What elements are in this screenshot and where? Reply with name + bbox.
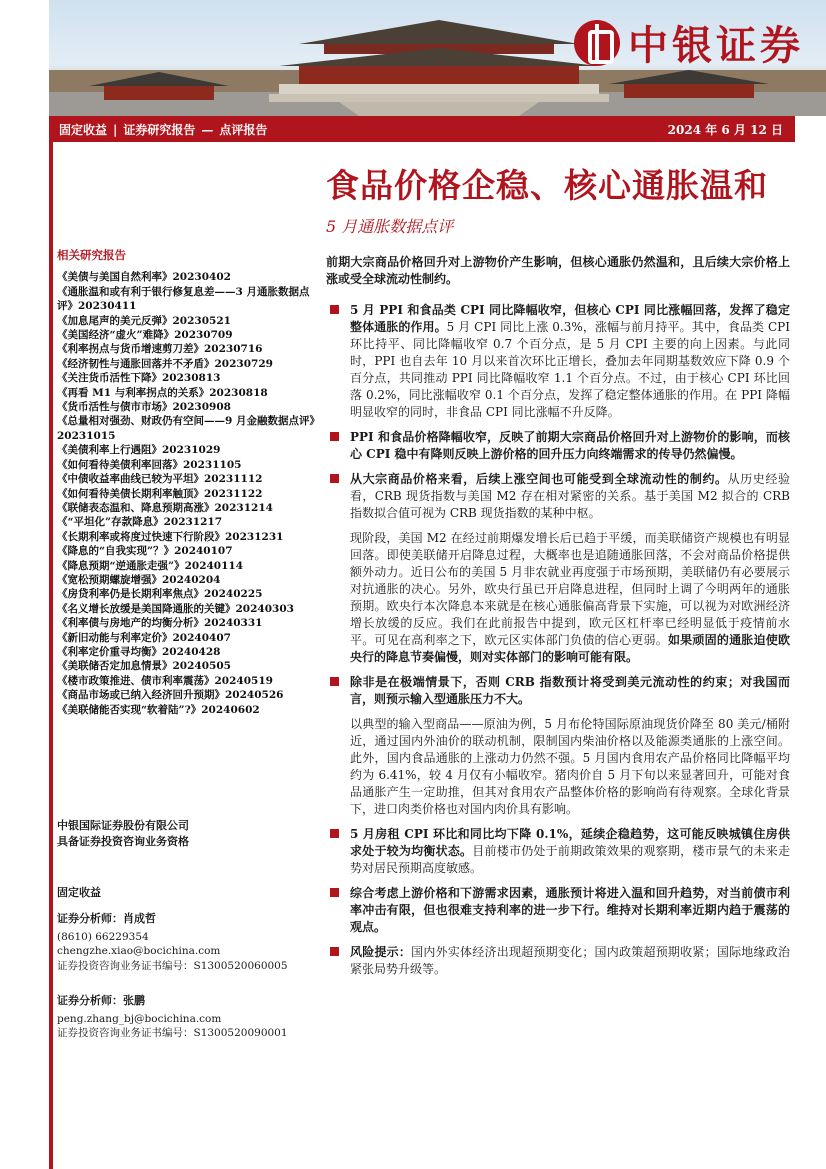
analyst-email[interactable]: chengzhe.xiao@bocichina.com bbox=[57, 945, 221, 957]
related-report-link[interactable]: 《房贷利率仍是长期利率焦点》20240225 bbox=[57, 588, 263, 601]
paragraph-highlight: 5 月房租 CPI 环比和同比均下降 0.1%，延续企稳趋势，这可能反映城镇住房供求处于较为均衡状态。 bbox=[350, 827, 790, 858]
company-qualification: 具备证券投资咨询业务资格 bbox=[57, 835, 189, 848]
related-report-link[interactable]: 《联储表态温和、降息预期高涨》20231214 bbox=[57, 501, 273, 514]
related-report-link[interactable]: 《如何看待美债长期利率触顶》20231122 bbox=[57, 487, 263, 500]
related-report-link[interactable]: 《经济韧性与通胀回落并不矛盾》20230729 bbox=[57, 357, 273, 370]
report-body bbox=[326, 254, 790, 986]
body-paragraph bbox=[326, 530, 790, 666]
related-report-link[interactable]: 《美债利率上行遇阻》20231029 bbox=[57, 444, 221, 457]
page-subtitle: 5 月通胀数据点评 bbox=[326, 217, 454, 236]
square-bullet-icon bbox=[330, 677, 339, 686]
category-label: 固定收益 bbox=[59, 122, 108, 137]
related-report-link[interactable]: 《利率拐点与货币增速剪刀差》20230716 bbox=[57, 343, 263, 356]
brand-name: 中银证券 bbox=[628, 23, 804, 69]
left-accent-stripe bbox=[49, 116, 53, 1169]
bullet-paragraph bbox=[326, 885, 790, 936]
boc-logo-icon bbox=[574, 20, 620, 66]
category-breadcrumb bbox=[59, 121, 267, 138]
related-report-link[interactable]: 《“平坦化”存款降息》20231217 bbox=[57, 516, 223, 529]
related-reports-heading: 相关研究报告 bbox=[57, 248, 126, 262]
square-bullet-icon bbox=[330, 829, 339, 838]
related-report-link[interactable]: 《名义增长放缓是美国降通胀的关键》20240303 bbox=[57, 602, 294, 615]
paragraph-highlight: 5 月 PPI 和食品类 CPI 同比降幅收窄，但核心 CPI 同比涨幅回落，发挥了稳定整体通胀的作用。 bbox=[350, 303, 790, 334]
related-report-link[interactable]: 《加息尾声的美元反弹》20230521 bbox=[57, 314, 231, 327]
report-subtype: 点评报告 bbox=[219, 122, 268, 137]
report-date: 2024 年 6 月 12 日 bbox=[667, 122, 783, 137]
paragraph-text: 从历史经验看，CRB 现货指数与美国 M2 存在相对紧密的关系。基于美国 M2 拟合的 CRB 指数拟合值可视为 CRB 现货指数的某种中枢。 bbox=[350, 472, 790, 520]
related-report-link[interactable]: 《利率债与房地产的均衡分析》20240331 bbox=[57, 617, 263, 630]
company-info bbox=[57, 818, 315, 850]
bullet-paragraph bbox=[326, 826, 790, 877]
header-banner bbox=[49, 0, 826, 116]
analyst-title: 证券分析师：肖成哲 bbox=[57, 912, 156, 925]
related-report-link[interactable]: 《关注货币活性下降》20230813 bbox=[57, 372, 221, 385]
category-bar bbox=[49, 116, 795, 142]
related-report-link[interactable]: 《总量相对强劲、财政仍有空间——9 月金融数据点评》20231015 bbox=[57, 415, 315, 442]
analyst-card bbox=[57, 912, 315, 973]
paragraph-highlight: PPI 和食品价格降幅收窄，反映了前期大宗商品价格回升对上游物价的影响，而核心 CPI 稳中有降则反映上游价格的回升压力向终端需求的传导仍然偏慢。 bbox=[350, 430, 790, 461]
square-bullet-icon bbox=[330, 888, 339, 897]
paragraph-highlight: 综合考虑上游价格和下游需求因素，通胀预计将进入温和回升趋势，对当前债市利率冲击有限，但也很难支持利率的进一步下行。维持对长期利率近期内趋于震荡的观点。 bbox=[350, 886, 790, 934]
related-report-link[interactable]: 《新旧动能与利率定价》20240407 bbox=[57, 631, 231, 644]
bullet-paragraph bbox=[326, 471, 790, 522]
analyst-card bbox=[57, 994, 315, 1041]
paragraph-text: 5 月 CPI 同比上涨 0.3%，涨幅与前月持平。其中，食品类 CPI 环比持平、同比降幅收窄 0.7 个百分点，是 5 月 CPI 主要的向上因素。与此同时，PPI 也自去年 10 月以来首次环比正增长，叠加去年同期基数效应下降 0.9 个百分点，共同推动 PPI 同比降幅收窄 1.1 个百分点。不过，由于核心 CPI 环比回落 0.2%，同比涨幅收窄 0.1 个百分点，发挥了稳定整体通胀的作用。在 PPI 降幅明显收窄的同时，非食品 CPI 同比涨幅不升反降。 bbox=[350, 320, 790, 419]
paragraph-highlight: 风险提示： bbox=[350, 945, 412, 959]
square-bullet-icon bbox=[330, 947, 339, 956]
related-report-link[interactable]: 《通胀温和或有利于银行修复息差——3 月通胀数据点评》20230411 bbox=[57, 285, 310, 313]
related-report-link[interactable]: 《再看 M1 与利率拐点的关系》20230818 bbox=[57, 386, 268, 399]
related-report-link[interactable]: 《美联储能否实现“软着陆”?》20240602 bbox=[57, 703, 260, 716]
related-report-link[interactable]: 《宽松预期螺旋增强》20240204 bbox=[57, 573, 221, 586]
related-report-link[interactable]: 《商品市场或已纳入经济回升预期》20240526 bbox=[57, 689, 284, 702]
sector-label: 固定收益 bbox=[57, 886, 101, 899]
brand-logo bbox=[574, 14, 804, 71]
report-type: 证券研究报告 bbox=[123, 122, 196, 137]
paragraph-highlight: 从大宗商品价格来看，后续上涨空间也可能受到全球流动性的制约。 bbox=[350, 472, 728, 486]
square-bullet-icon bbox=[330, 305, 339, 314]
bullet-paragraph bbox=[326, 674, 790, 708]
bullet-paragraph bbox=[326, 302, 790, 421]
related-report-link[interactable]: 《如何看待美债利率回落》20231105 bbox=[57, 458, 242, 471]
paragraph-text: 以典型的输入型商品——原油为例，5 月布伦特国际原油现货价降至 80 美元/桶附近，通过国内外油价的联动机制，限制国内柴油价格以及能源类通胀的上涨空间。此外，国内食品通胀的上涨动力仍然不强。5 月国内食用农产品价格同比降幅平均约为 6.41%，较 4 月仅有小幅收窄。猪肉价自 5 月下旬以来显著回升，可能对食品通胀产生一定助推，但其对食用农产品整体价格的影响尚有待观察。全球化背景下，进口肉类价格也对国内肉价具有影响。 bbox=[350, 717, 790, 816]
bullet-paragraph bbox=[326, 944, 790, 978]
analyst-phone: (8610) 66229354 bbox=[57, 930, 149, 943]
related-report-link[interactable]: 《美国经济“虚火”难降》20230709 bbox=[57, 329, 233, 342]
paragraph-conclusion: 如果顽固的通胀迫使欧央行的降息节奏偏慢，则对实体部门的影响可能有限。 bbox=[350, 633, 790, 664]
related-report-link[interactable]: 《美债与美国自然利率》20230402 bbox=[57, 271, 231, 284]
paragraph-text: 现阶段，美国 M2 在经过前期爆发增长后已趋于平缓，而美联储资产规模也有明显回落。即使美联储开启降息过程，大概率也是追随通胀回落，不会对商品价格提供额外动力。近日公布的美国 5 月非农就业再度强于市场预期，美联储仍有必要展示对抗通胀的决心。另外，欧央行虽已开启降息进程，但同时上调了今明两年的通胀预期。欧央行本次降息本来就是在核心通胀偏高背景下实施，可以视为对欧洲经济增长放缓的反应。我们在此前报告中提到，欧元区杠杆率已经明显低于疫情前水平。可见在高利率之下，欧元区实体部门负债的信心更弱。 bbox=[350, 531, 790, 647]
related-report-link[interactable]: 《货币活性与债市市场》20230908 bbox=[57, 401, 231, 414]
paragraph-text: 国内外实体经济出现超预期变化；国内政策超预期收紧；国际地缘政治紧张局势升级等。 bbox=[350, 945, 790, 976]
related-report-link[interactable]: 《美联储否定加息情景》20240505 bbox=[57, 660, 231, 673]
separator: | bbox=[113, 122, 118, 137]
bullet-paragraph bbox=[326, 429, 790, 463]
related-report-link[interactable]: 《利率定价重寻均衡》20240428 bbox=[57, 645, 221, 658]
related-report-link[interactable]: 《降息预期“逆通胀走强”》20240114 bbox=[57, 559, 244, 572]
related-report-link[interactable]: 《降息的“自我实现”？》20240107 bbox=[57, 545, 233, 558]
square-bullet-icon bbox=[330, 474, 339, 483]
analyst-title: 证券分析师：张鹏 bbox=[57, 994, 145, 1007]
analyst-cert: 证券投资咨询业务证书编号：S1300520090001 bbox=[57, 1027, 288, 1039]
related-report-link[interactable]: 《中债收益率曲线已较为平坦》20231112 bbox=[57, 473, 263, 486]
analyst-email[interactable]: peng.zhang_bj@bocichina.com bbox=[57, 1012, 222, 1025]
paragraph-highlight: 除非是在极端情景下，否则 CRB 指数预计将受到美元流动性的约束；对我国而言，则预示输入型通胀压力不大。 bbox=[350, 675, 790, 706]
paragraph-text: 目前楼市仍处于前期政策效果的观察期，楼市景气的未来走势对居民预期高度敏感。 bbox=[350, 844, 790, 875]
square-bullet-icon bbox=[330, 432, 339, 441]
related-report-link[interactable]: 《楼市政策推进、债市利率震荡》20240519 bbox=[57, 674, 273, 687]
page-title: 食品价格企稳、核心通胀温和 bbox=[326, 166, 768, 205]
body-paragraph bbox=[326, 716, 790, 818]
analyst-cert: 证券投资咨询业务证书编号：S1300520060005 bbox=[57, 959, 288, 972]
company-name: 中银国际证券股份有限公司 bbox=[57, 819, 189, 832]
body-paragraphs bbox=[326, 302, 790, 978]
lead-summary: 前期大宗商品价格回升对上游物价产生影响，但核心通胀仍然温和，且后续大宗价格上涨或受全球流动性制约。 bbox=[326, 255, 790, 286]
related-reports-list bbox=[57, 270, 315, 717]
related-reports-sidebar bbox=[57, 248, 315, 717]
dash: — bbox=[201, 122, 214, 137]
related-report-link[interactable]: 《长期利率或将度过快速下行阶段》20231231 bbox=[57, 530, 284, 543]
